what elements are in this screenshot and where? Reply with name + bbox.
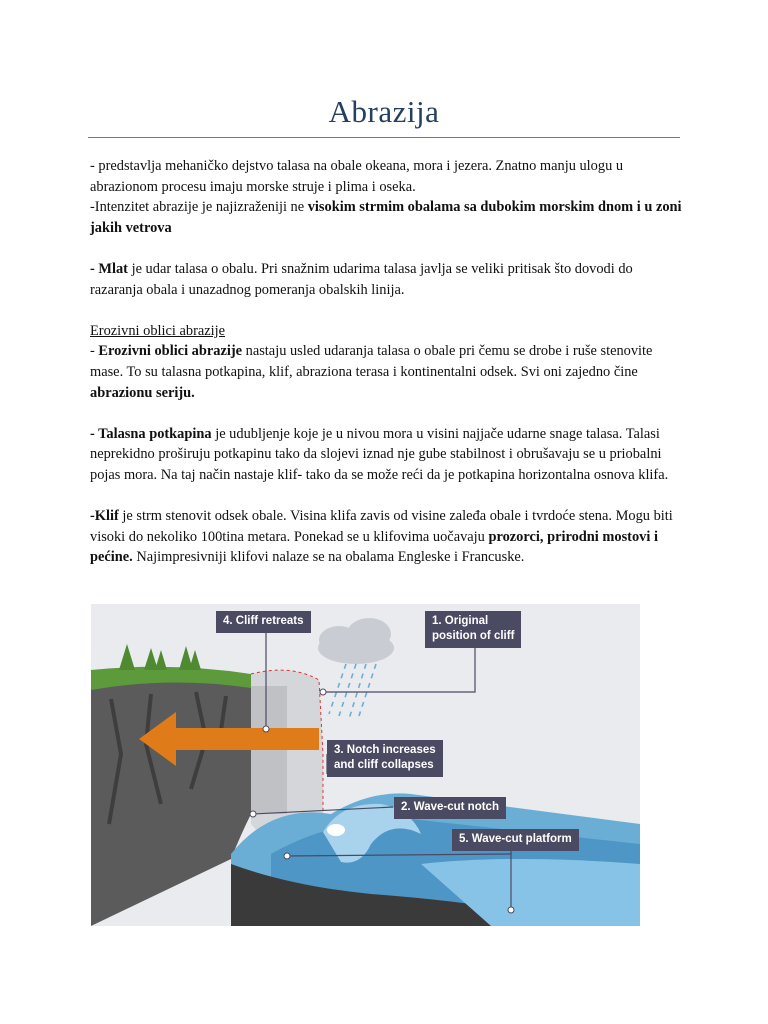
section-heading: Erozivni oblici abrazije — [90, 322, 226, 339]
label-notch-increases: 3. Notch increases and cliff collapses — [327, 740, 443, 777]
mlat-term: - Mlat — [90, 260, 128, 277]
paragraph-oblici — [90, 321, 682, 403]
page-title: Abrazija — [328, 94, 440, 129]
label-wave-cut-platform: 5. Wave-cut platform — [452, 829, 579, 851]
mlat-text: je udar talasa o obalu. Pri snažnim udarima talasa javlja se veliki pritisak što dovodi do razaranja obala i unazadnog pomeranja obalskih linija. — [90, 260, 633, 298]
cliff-erosion-diagram — [91, 604, 640, 926]
paragraph-mlat — [90, 259, 682, 300]
definition-text: - predstavlja mehaničko dejstvo talasa na obale okeana, mora i jezera. Znatno manju ulogu u abrazionom procesu imaju morske struje i plima i oseka. — [90, 158, 624, 195]
klif-term: -Klif — [90, 508, 119, 525]
paragraph-potkapina — [90, 424, 682, 486]
oblici-term: Erozivni oblici abrazije — [98, 343, 243, 360]
paragraph-klif — [90, 506, 682, 568]
potkapina-term: - Talasna potkapina — [90, 425, 212, 442]
intensity-bold: visokim strmim obalama sa dubokim morskim dnom i u zoni jakih vetrova — [90, 199, 682, 236]
intensity-text: -Intenzitet abrazije je najizraženiji ne — [90, 199, 308, 216]
klif-text: je strm stenovit odsek obale. Visina klifa zavis od visine zaleđa obale i tvrdoće stena. Mogu biti visoki do nekoliko 100tina metara. Ponekad se u klifovima uočavaju — [90, 508, 673, 545]
title-divider — [88, 137, 680, 138]
label-original-position: 1. Original position of cliff — [425, 611, 521, 648]
paragraph-definition — [90, 156, 682, 238]
label-wave-cut-notch: 2. Wave-cut notch — [394, 797, 506, 819]
label-cliff-retreats: 4. Cliff retreats — [216, 611, 311, 633]
klif-bold: prozorci, prirodni mostovi i pećine. — [90, 528, 658, 566]
potkapina-text: je udubljenje koje je u nivou mora u visini najjače udarne snage talasa. Talasi neprekidno proširuju potkapinu tako da slojevi iznad nje gube stabilnost i obrušavaju se u priobalni pojas mora. Na taj način nastaje klif- tako da se može reći da je potkapina horizontalna osnova klifa. — [90, 425, 669, 483]
oblici-bold-end: abrazionu seriju. — [90, 384, 195, 401]
document-body — [90, 156, 682, 568]
oblici-text: nastaju usled udaranja talasa o obale pri čemu se drobe i ruše stenovite mase. To su talasna potkapina, klif, abraziona terasa i kontinentalni odsek. Svi oni zajedno čine — [90, 343, 653, 380]
oblici-dash: - — [90, 343, 99, 360]
klif-text-end: Najimpresivniji klifovi nalaze se na obalama Engleske i Francuske. — [132, 549, 525, 566]
